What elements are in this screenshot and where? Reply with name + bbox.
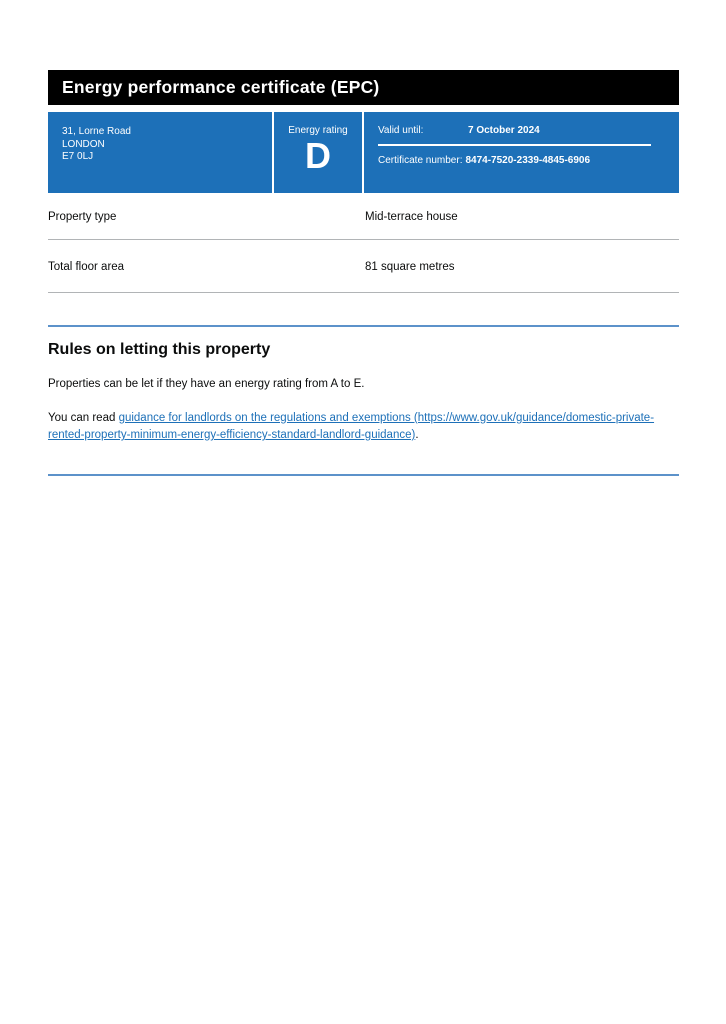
certificate-number-value: 8474-7520-2339-4845-6906	[465, 155, 591, 166]
summary-row-value: Mid-terrace house	[365, 211, 458, 223]
summary-row-floor-area	[48, 240, 679, 293]
address-line-3: E7 0LJ	[62, 151, 94, 162]
validity-divider	[378, 144, 651, 146]
energy-rating-value: D	[305, 135, 331, 176]
letting-rule-text: Properties can be let if they have an energy rating from A to E.	[48, 378, 365, 390]
valid-until-row	[378, 125, 665, 136]
property-address	[48, 112, 272, 193]
valid-until-label: Valid until:	[378, 125, 424, 136]
section-break	[48, 325, 679, 327]
guidance-text-prefix: You can read	[48, 411, 119, 424]
address-line-1: 31, Lorne Road	[62, 126, 131, 137]
guidance-paragraph	[48, 410, 679, 445]
landlord-guidance-link[interactable]: guidance for landlords on the regulations and exemptions (https://www.gov.uk/guidance/domestic-private-rented-property-minimum-energy-efficiency-standard-landlord-guidance)	[48, 411, 655, 441]
rules-heading: Rules on letting this property	[48, 341, 271, 358]
certificate-validity-box	[364, 112, 679, 193]
page-title: Energy performance certificate (EPC)	[62, 77, 380, 97]
certificate-number-row	[378, 155, 665, 166]
valid-until-value: 7 October 2024	[468, 125, 540, 136]
certificate-summary-box	[48, 112, 679, 193]
page-title-banner	[48, 70, 679, 105]
guidance-text-suffix: .	[415, 429, 419, 441]
certificate-number-label: Certificate number:	[378, 155, 463, 166]
address-line-2: LONDON	[62, 138, 105, 150]
section-break	[48, 474, 679, 476]
summary-row-label: Property type	[48, 211, 117, 223]
summary-row-property-type	[48, 196, 679, 240]
summary-row-value: 81 square metres	[365, 261, 455, 273]
energy-rating-box	[274, 112, 362, 193]
property-summary-list	[48, 196, 679, 293]
energy-rating-label: Energy rating	[288, 125, 348, 136]
summary-row-label: Total floor area	[48, 261, 125, 273]
